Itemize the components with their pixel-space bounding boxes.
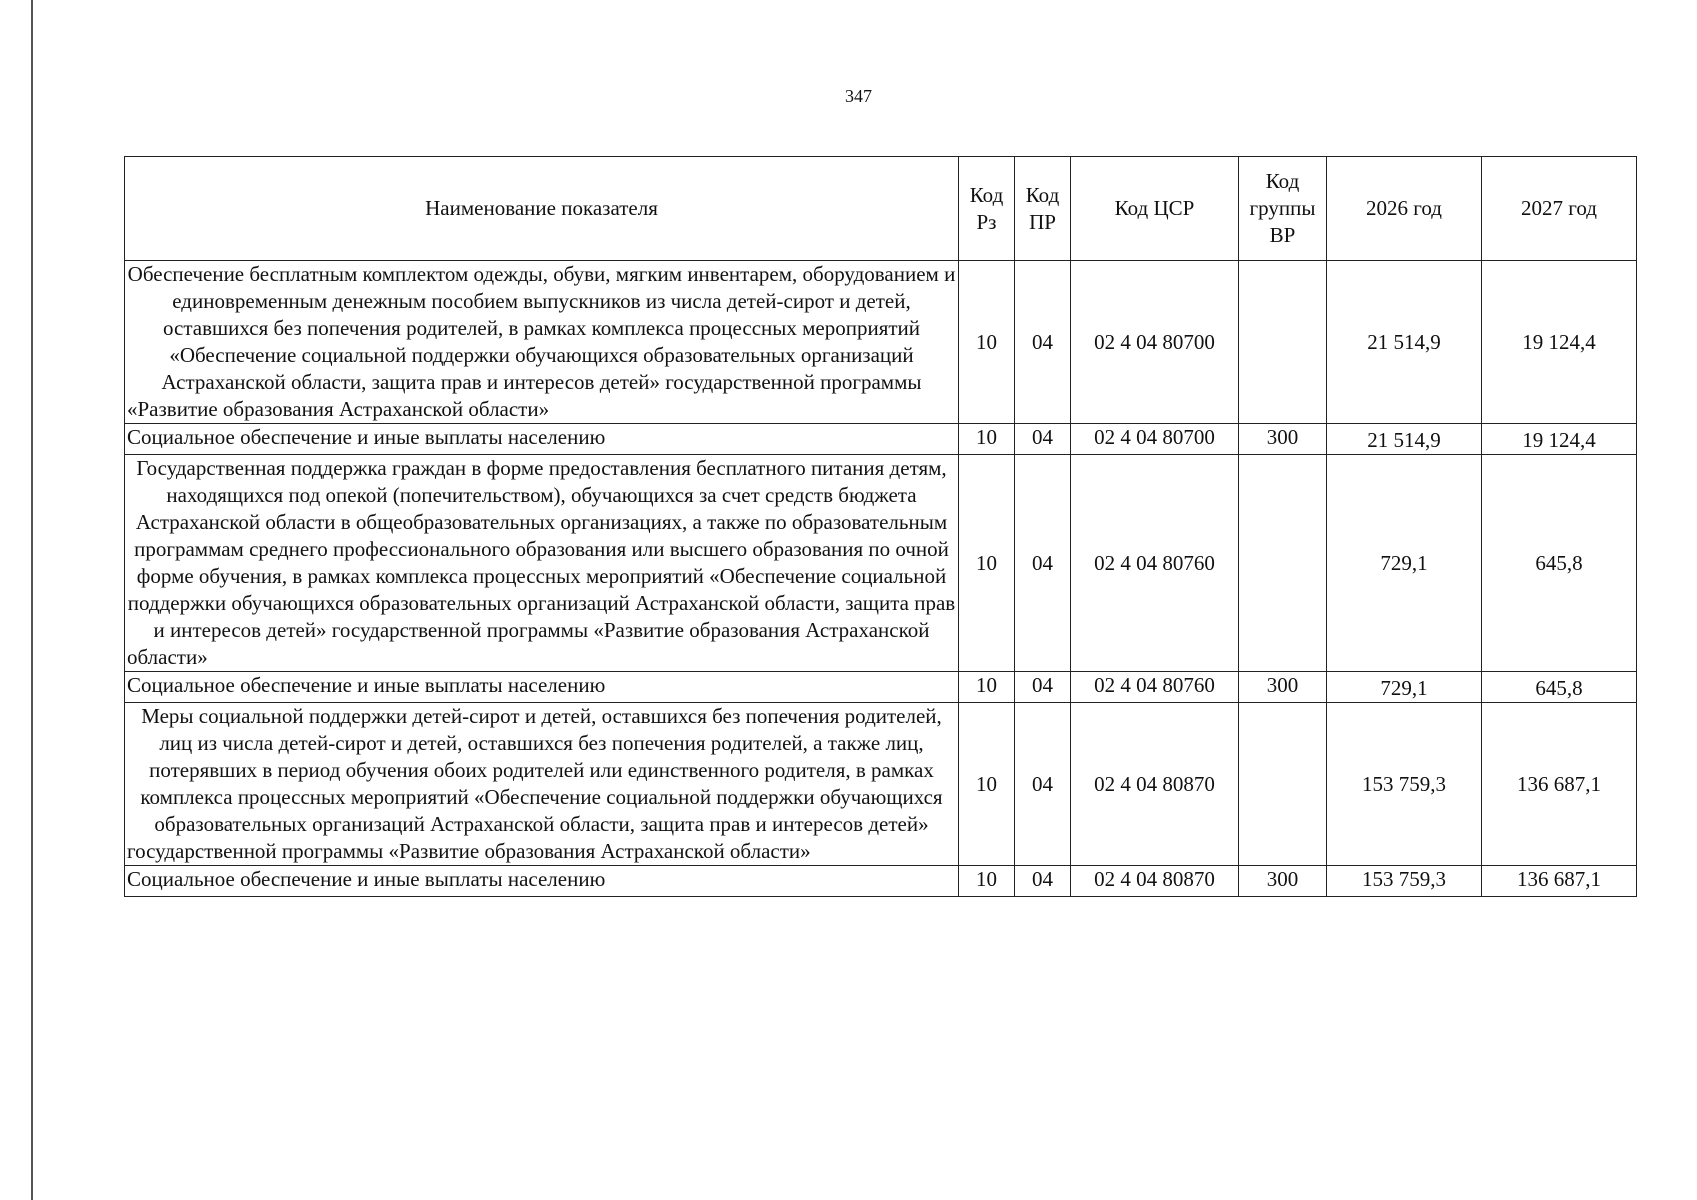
- header-rz: Код Рз: [959, 157, 1015, 261]
- row-2026: 729,1: [1327, 672, 1482, 703]
- row-vr: 300: [1239, 424, 1327, 455]
- row-rz: 10: [959, 424, 1015, 455]
- row-2027: 19 124,4: [1482, 424, 1637, 455]
- header-pr: Код ПР: [1015, 157, 1071, 261]
- row-csr: 02 4 04 80760: [1071, 455, 1239, 672]
- row-vr: [1239, 703, 1327, 866]
- row-name: Социальное обеспечение и иные выплаты населению: [125, 424, 959, 455]
- row-pr: 04: [1015, 455, 1071, 672]
- row-name: Социальное обеспечение и иные выплаты населению: [125, 866, 959, 897]
- table-row: [125, 703, 1637, 866]
- row-name: Обеспечение бесплатным комплектом одежды, обуви, мягким инвентарем, оборудованием и единовременным денежным пособием выпускников из числа детей-сирот и детей, оставшихся без попечения родителей, в рамках комплекса процессных мероприятий «Обеспечение социальной поддержки обучающихся образовательных организаций Астраханской области, защита прав и интересов детей» государственной программы «Развитие образования Астраханской области»: [125, 261, 959, 424]
- table-row: [125, 672, 1637, 703]
- row-pr: 04: [1015, 424, 1071, 455]
- row-2026: 21 514,9: [1327, 424, 1482, 455]
- header-csr: Код ЦСР: [1071, 157, 1239, 261]
- row-name: Меры социальной поддержки детей-сирот и детей, оставшихся без попечения родителей, лиц из числа детей-сирот и детей, оставшихся без попечения родителей, а также лиц, потерявших в период обучения обоих родителей или единственного родителя, в рамках комплекса процессных мероприятий «Обеспечение социальной поддержки обучающихся образовательных организаций Астраханской области, защита прав и интересов детей» государственной программы «Развитие образования Астраханской области»: [125, 703, 959, 866]
- row-pr: 04: [1015, 703, 1071, 866]
- row-2027: 136 687,1: [1482, 703, 1637, 866]
- row-vr: [1239, 261, 1327, 424]
- row-pr: 04: [1015, 672, 1071, 703]
- table-header-row: [125, 157, 1637, 261]
- header-name: Наименование показателя: [125, 157, 959, 261]
- table-row: [125, 261, 1637, 424]
- row-pr: 04: [1015, 866, 1071, 897]
- row-2026: 21 514,9: [1327, 261, 1482, 424]
- row-rz: 10: [959, 261, 1015, 424]
- row-rz: 10: [959, 672, 1015, 703]
- row-csr: 02 4 04 80760: [1071, 672, 1239, 703]
- row-name: Социальное обеспечение и иные выплаты населению: [125, 672, 959, 703]
- row-csr: 02 4 04 80700: [1071, 424, 1239, 455]
- header-2026: 2026 год: [1327, 157, 1482, 261]
- table-row: [125, 424, 1637, 455]
- row-pr: 04: [1015, 261, 1071, 424]
- row-2026: 153 759,3: [1327, 866, 1482, 897]
- table-row: [125, 866, 1637, 897]
- row-vr: [1239, 455, 1327, 672]
- row-2027: 136 687,1: [1482, 866, 1637, 897]
- budget-table: [124, 156, 1637, 897]
- header-vr: Код группы ВР: [1239, 157, 1327, 261]
- row-rz: 10: [959, 866, 1015, 897]
- row-2027: 645,8: [1482, 455, 1637, 672]
- row-csr: 02 4 04 80870: [1071, 866, 1239, 897]
- row-2026: 729,1: [1327, 455, 1482, 672]
- row-2027: 19 124,4: [1482, 261, 1637, 424]
- row-2026: 153 759,3: [1327, 703, 1482, 866]
- row-rz: 10: [959, 455, 1015, 672]
- row-vr: 300: [1239, 672, 1327, 703]
- row-csr: 02 4 04 80870: [1071, 703, 1239, 866]
- row-2027: 645,8: [1482, 672, 1637, 703]
- table-row: [125, 455, 1637, 672]
- header-2027: 2027 год: [1482, 157, 1637, 261]
- row-rz: 10: [959, 703, 1015, 866]
- page-margin-line: [31, 0, 33, 1200]
- row-vr: 300: [1239, 866, 1327, 897]
- page-number: 347: [845, 86, 872, 106]
- row-csr: 02 4 04 80700: [1071, 261, 1239, 424]
- row-name: Государственная поддержка граждан в форме предоставления бесплатного питания детям, находящихся под опекой (попечительством), обучающихся за счет средств бюджета Астраханской области в общеобразовательных организациях, а также по образовательным программам среднего профессионального образования или высшего образования по очной форме обучения, в рамках комплекса процессных мероприятий «Обеспечение социальной поддержки обучающихся образовательных организаций Астраханской области, защита прав и интересов детей» государственной программы «Развитие образования Астраханской области»: [125, 455, 959, 672]
